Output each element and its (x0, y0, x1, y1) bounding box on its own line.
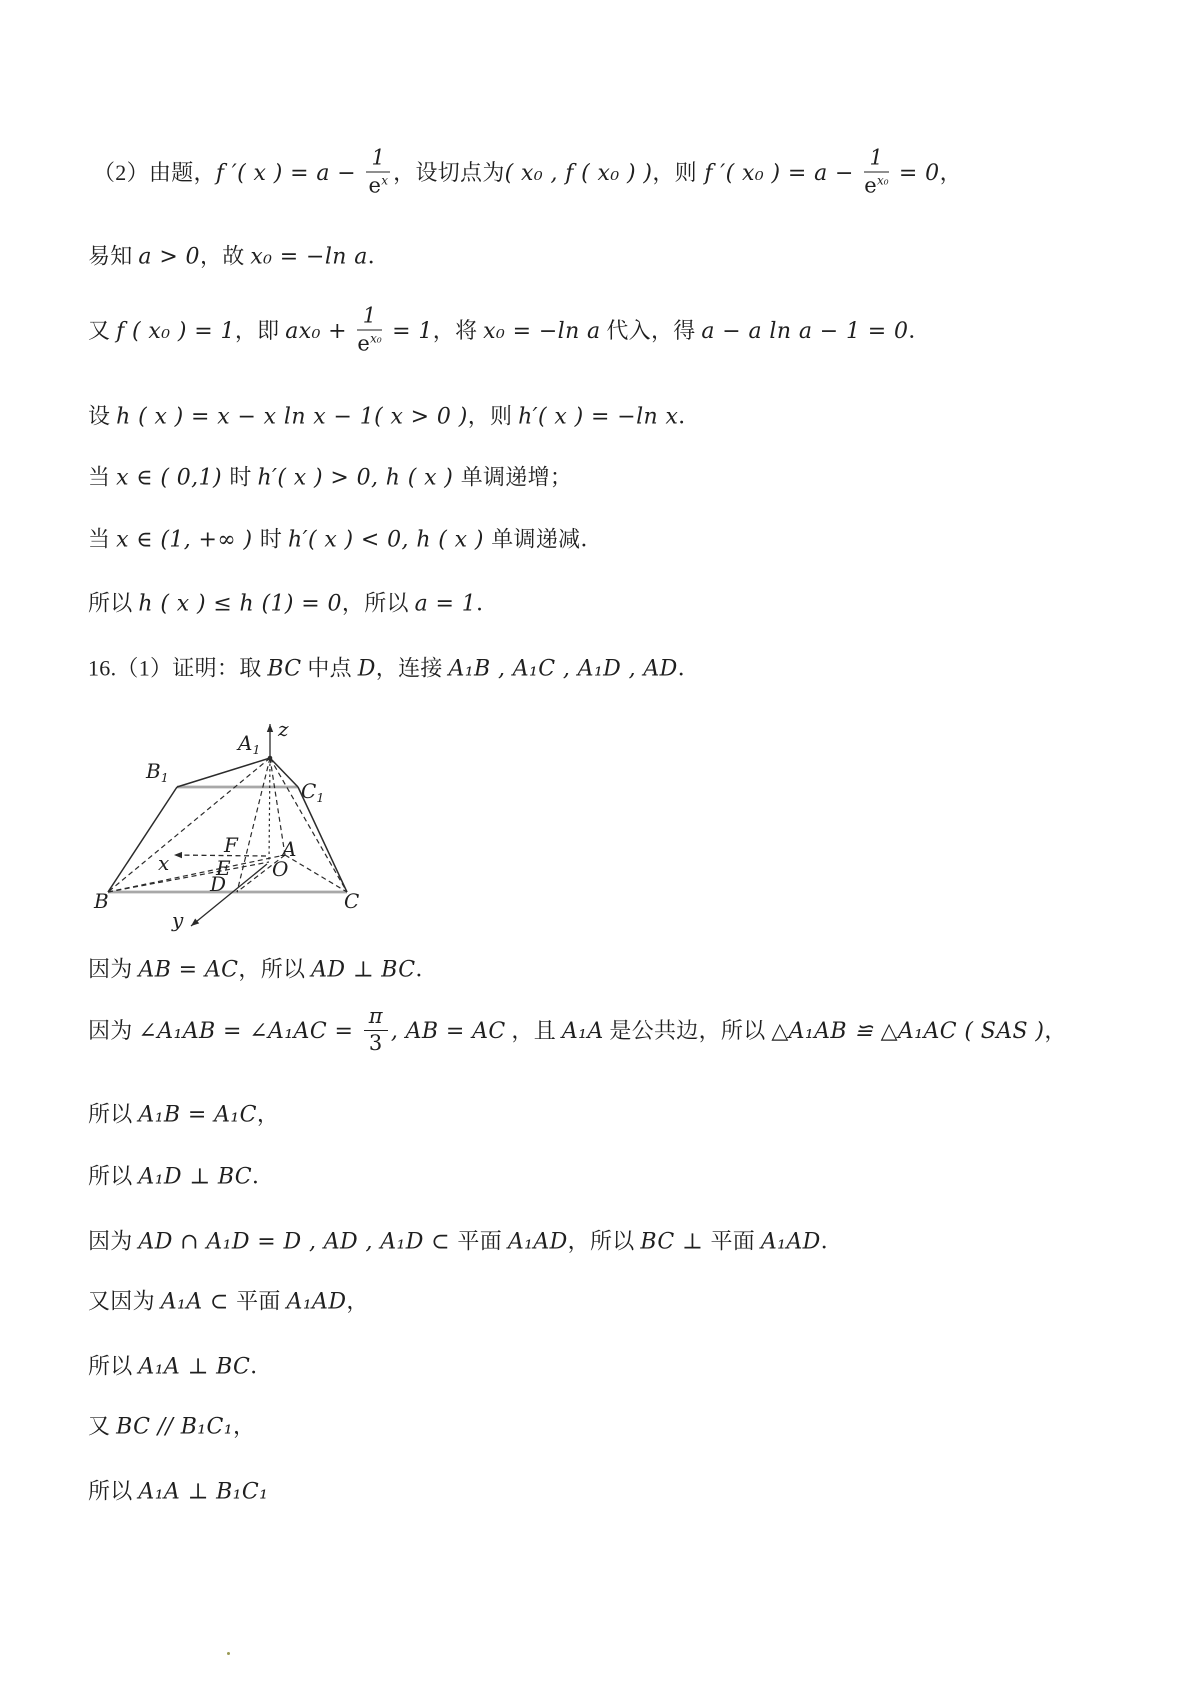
figure-edge-hidden (108, 862, 269, 892)
text-run: ， (1044, 1018, 1067, 1044)
text-run: 因为 (88, 956, 139, 982)
vertex-label-B: B (94, 889, 109, 913)
fraction-numerator: π (364, 1006, 388, 1031)
text-run: 当 (88, 464, 117, 490)
math-run: AB = AC (138, 957, 239, 983)
vertex-label-O: O (272, 857, 289, 881)
text-run: 又因为 (88, 1288, 161, 1314)
math-run: D (357, 656, 376, 682)
vertex-label-C1: $C_1$ (301, 779, 325, 805)
math-run: a > 0 (138, 244, 200, 270)
vertex-label-B1: $B_1$ (146, 759, 169, 785)
text-run: ，所以 (567, 1228, 641, 1254)
solution-line (88, 1098, 279, 1129)
axis-arrowhead-icon (174, 852, 182, 858)
math-run: AD ∩ A₁D = D , AD , A₁D ⊂ (138, 1229, 458, 1255)
solution-line (88, 1350, 273, 1381)
math-run: A₁AD (760, 1229, 821, 1255)
solution-line (93, 145, 962, 200)
apex-point-dot (268, 756, 273, 761)
fraction (364, 1006, 388, 1054)
text-run: 单调递减． (491, 526, 603, 552)
text-run: ，则 (652, 160, 697, 186)
text-run: 所以 (88, 1353, 139, 1379)
text-run: ． (820, 1228, 844, 1254)
math-run: BC (267, 656, 302, 682)
figure-edge-solid (177, 758, 270, 787)
text-run: 是公共边，所以 (603, 1018, 772, 1044)
text-run: （2）由题， (93, 160, 216, 186)
figure-altitude-line (269, 758, 270, 862)
text-run: 因为 (88, 1228, 139, 1254)
math-run: A₁A ⊥ BC (138, 1354, 251, 1380)
text-run: ． (476, 590, 499, 616)
math-run: f ′( x ) = a − (215, 161, 364, 187)
vertex-label-F: F (224, 833, 238, 857)
math-run: A₁B , A₁C , A₁D , AD (448, 656, 678, 682)
axis-label-y: y (172, 908, 184, 932)
text-run: ． (677, 655, 701, 681)
vertex-label-E: E (216, 856, 231, 880)
math-run: A₁AD (507, 1229, 568, 1255)
solution-line (88, 587, 498, 618)
fraction-exponent: x₀ (370, 331, 382, 346)
math-run: A₁A ⊂ (160, 1289, 237, 1315)
text-run: ． (250, 1353, 273, 1379)
math-run: A₁A ⊥ B₁C₁ (138, 1479, 269, 1505)
text-run: ． (252, 1163, 275, 1189)
text-run: ，即 (234, 318, 286, 344)
vertex-label-D: D (210, 872, 227, 896)
math-run: A₁AD (286, 1289, 347, 1315)
vertex-label-A: A (282, 837, 297, 861)
text-run: 又 (88, 318, 117, 344)
math-run: h′( x ) > 0, h ( x ) (257, 465, 461, 491)
text-run: ，连接 (375, 655, 449, 681)
axis-arrowhead-icon (267, 724, 273, 732)
math-run: h ( x ) = x − x ln x − 1( x > 0 ) (116, 404, 468, 430)
fraction (864, 145, 889, 198)
text-run: ， (256, 1101, 280, 1127)
math-run: f ( x₀ ) = 1 (116, 319, 235, 345)
text-run: 当 (88, 526, 117, 552)
text-run: 所以 (88, 1163, 139, 1189)
math-run: x ∈ (1, +∞ ) (116, 527, 260, 553)
fraction-exponent: x₀ (876, 173, 889, 188)
text-run: ，所以 (238, 956, 312, 982)
text-run: 所以 (88, 590, 139, 616)
figure-edge-hidden (237, 758, 270, 892)
vertex-label-C: C (344, 889, 360, 913)
math-run: f ′( x₀ ) = a − (696, 161, 862, 187)
solution-line (88, 1475, 268, 1506)
text-run: 设 (88, 403, 117, 429)
text-run: ，设切点为 (393, 160, 505, 186)
prism-geometry-figure (88, 712, 388, 947)
math-run: x₀ = −ln a (250, 244, 368, 270)
text-run: 所以 (88, 1478, 139, 1504)
solution-line (88, 652, 700, 683)
text-run: 单调递增； (460, 464, 573, 490)
math-run: x₀ = −ln a (483, 319, 601, 345)
text-run: ， (939, 160, 962, 186)
text-run: 时 (259, 526, 288, 552)
text-run: ，故 (199, 243, 251, 269)
text-run: 所以 (88, 1101, 139, 1127)
text-run: 平面 (710, 1228, 761, 1254)
solution-line (88, 953, 438, 984)
text-run: 易知 (88, 243, 139, 269)
math-run: = 1 (384, 319, 433, 345)
text-run: ，则 (467, 403, 519, 429)
solution-line (88, 1004, 1067, 1057)
math-run: ( x₀ , f ( x₀ ) ) (504, 161, 653, 187)
text-run: ． (678, 403, 701, 429)
vertex-label-A1: $A_1$ (238, 731, 261, 757)
fraction-exponent: x (381, 173, 389, 188)
math-run: a = 1 (414, 591, 477, 617)
solution-line (88, 1285, 369, 1316)
figure-edge-solid (108, 787, 177, 892)
fraction-numerator: 1 (357, 306, 381, 331)
math-run: a − a ln a − 1 = 0 (701, 319, 909, 345)
text-run: ． (908, 318, 931, 344)
axis-label-z: z (278, 717, 289, 741)
text-run: 又 (88, 1413, 117, 1439)
figure-edge-hidden (108, 758, 270, 892)
math-run: , AB = AC (390, 1019, 506, 1045)
solution-line (88, 400, 701, 431)
text-run: 中点 (301, 655, 358, 681)
text-run: 16.（1）证明：取 (88, 655, 268, 681)
text-run: ，将 (432, 318, 484, 344)
text-run: ，且 (505, 1018, 562, 1044)
fraction-numerator: 1 (366, 148, 390, 173)
text-run: 代入，得 (600, 318, 702, 344)
fraction-denominator: $e^{x_0}$ (357, 331, 382, 356)
fraction (357, 303, 382, 356)
math-run: A₁A (561, 1019, 604, 1045)
math-run: ax₀ + (285, 319, 355, 345)
text-run: 平面 (236, 1288, 287, 1314)
axis-label-x: x (158, 851, 170, 875)
math-run: ∠A₁AB = ∠A₁AC = (138, 1019, 361, 1045)
text-run: 平面 (457, 1228, 508, 1254)
fraction-denominator: $e^{x_0}$ (864, 173, 889, 198)
fraction-denominator: $e^x$ (368, 173, 389, 198)
solution-line (88, 461, 572, 492)
math-run: BC ⊥ (640, 1229, 711, 1255)
text-run: 因为 (88, 1018, 139, 1044)
fraction (366, 145, 390, 198)
math-run: A₁B = A₁C (138, 1102, 257, 1128)
solution-line (88, 1410, 255, 1441)
scan-artifact-dot (227, 1652, 230, 1655)
fraction-denominator: 3 (368, 1031, 383, 1055)
math-run: A₁D ⊥ BC (138, 1164, 253, 1190)
math-run: h ( x ) ≤ h (1) = 0 (138, 591, 342, 617)
text-run: ． (367, 243, 391, 269)
text-run: ． (415, 956, 438, 982)
text-run: ， (232, 1413, 256, 1439)
solution-line (88, 523, 603, 554)
math-run: x ∈ ( 0,1) (116, 465, 230, 491)
math-run: △A₁AB ≌ △A₁AC ( SAS ) (771, 1019, 1045, 1045)
text-run: ， (346, 1288, 369, 1314)
fraction-numerator: 1 (864, 148, 888, 173)
math-run: AD ⊥ BC (311, 957, 416, 983)
solution-line (88, 1225, 843, 1256)
text-run: ，所以 (341, 590, 415, 616)
math-run: h′( x ) = −ln x (518, 404, 679, 430)
math-run: BC // B₁C₁ (116, 1414, 233, 1440)
text-run: 时 (229, 464, 258, 490)
math-run: = 0 (891, 161, 940, 187)
solution-line (88, 240, 390, 271)
math-run: h′( x ) < 0, h ( x ) (288, 527, 492, 553)
solution-line (88, 1160, 274, 1191)
solution-line (88, 303, 931, 358)
